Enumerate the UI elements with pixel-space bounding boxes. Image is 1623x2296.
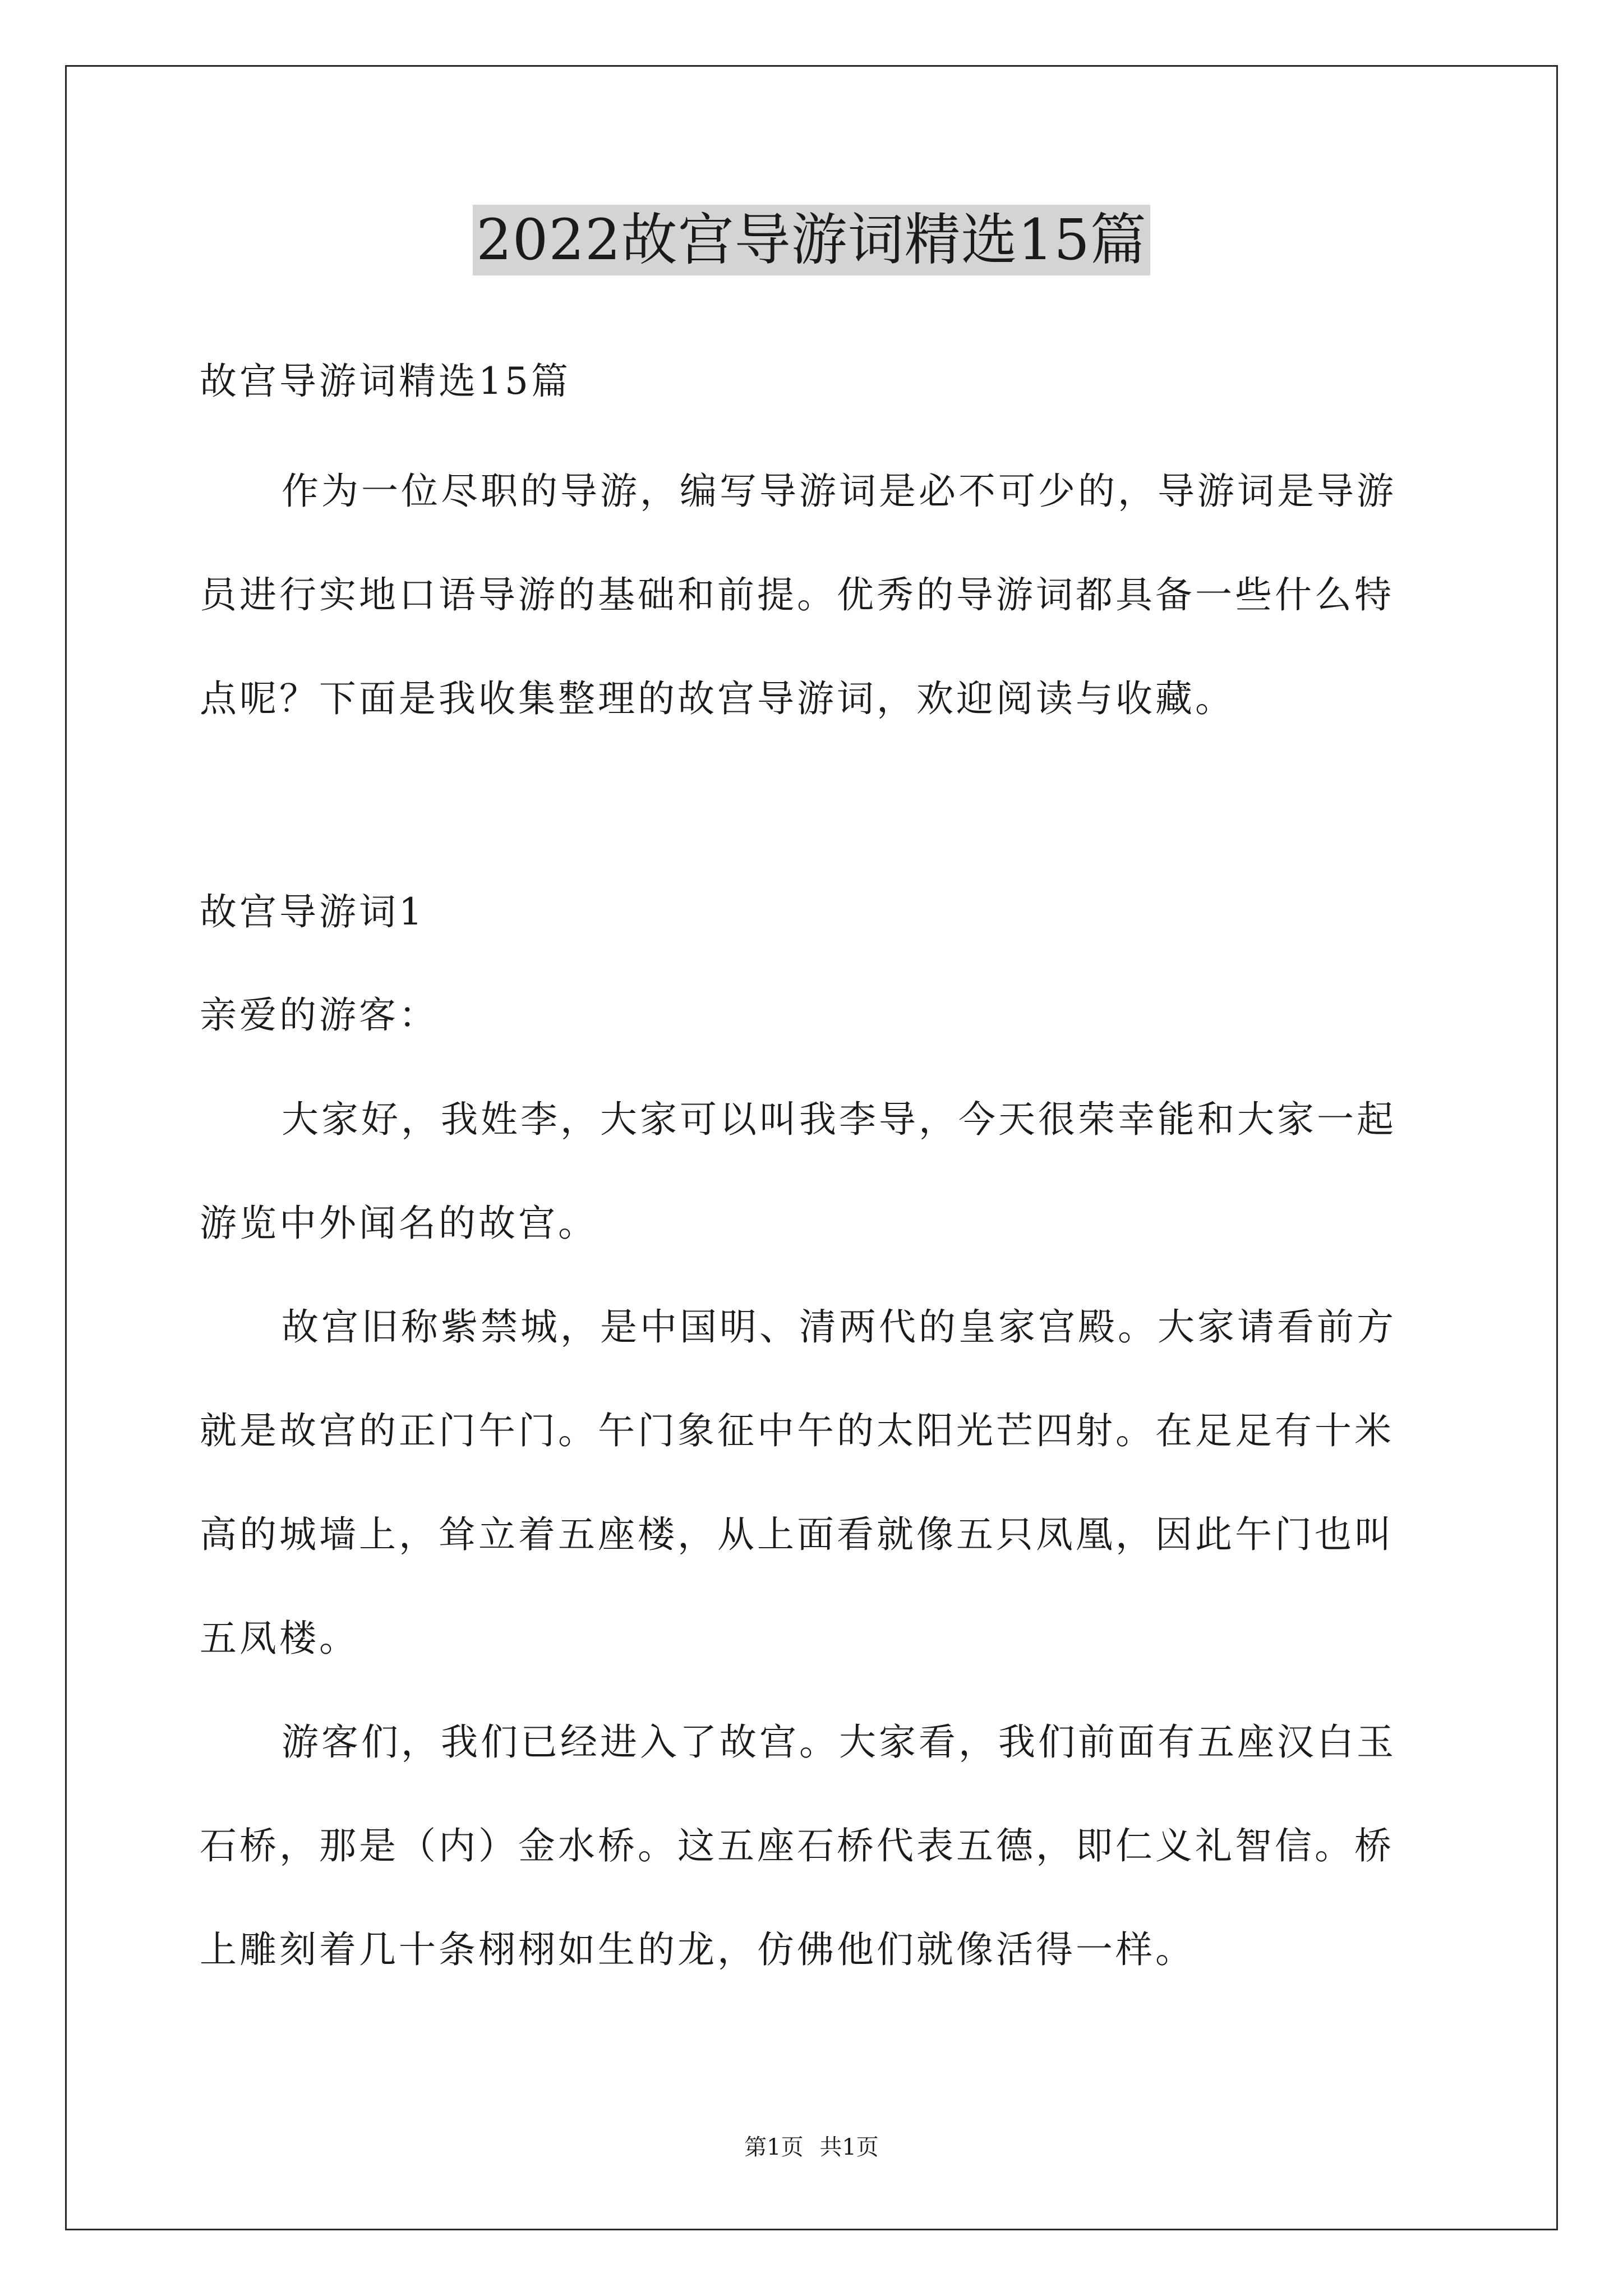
greeting: 亲爱的游客： bbox=[200, 993, 439, 1037]
page-footer bbox=[0, 2129, 1623, 2161]
para3-line-3: 上雕刻着几十条栩栩如生的龙，仿佛他们就像活得一样。 bbox=[200, 1928, 1195, 1971]
intro-line-2: 员进行实地口语导游的基础和前提。优秀的导游词都具备一些什么特 bbox=[200, 573, 1394, 616]
para2-line-1: 故宫旧称紫禁城，是中国明、清两代的皇家宫殿。大家请看前方 bbox=[282, 1305, 1396, 1349]
document-title: 2022故宫导游词精选15篇 bbox=[473, 205, 1150, 275]
section-heading: 故宫导游词1 bbox=[200, 890, 425, 933]
para2-line-3: 高的城墙上，耸立着五座楼，从上面看就像五只凤凰，因此午门也叫 bbox=[200, 1513, 1394, 1556]
page-number: 第1页 bbox=[744, 2134, 804, 2160]
subtitle: 故宫导游词精选15篇 bbox=[200, 360, 571, 403]
para3-line-2: 石桥，那是（内）金水桥。这五座石桥代表五德，即仁义礼智信。桥 bbox=[200, 1824, 1394, 1867]
para2-line-4: 五凤楼。 bbox=[200, 1617, 359, 1660]
title-container bbox=[0, 205, 1623, 275]
para2-line-2: 就是故宫的正门午门。午门象征中午的太阳光芒四射。在足足有十米 bbox=[200, 1409, 1394, 1452]
intro-line-3: 点呢？下面是我收集整理的故宫导游词，欢迎阅读与收藏。 bbox=[200, 677, 1235, 720]
para1-line-1: 大家好，我姓李，大家可以叫我李导，今天很荣幸能和大家一起 bbox=[282, 1098, 1396, 1141]
para3-line-1: 游客们，我们已经进入了故宫。大家看，我们前面有五座汉白玉 bbox=[282, 1720, 1396, 1764]
intro-line-1: 作为一位尽职的导游，编写导游词是必不可少的，导游词是导游 bbox=[282, 470, 1396, 513]
para1-line-2: 游览中外闻名的故宫。 bbox=[200, 1202, 598, 1245]
page-total: 共1页 bbox=[819, 2134, 879, 2160]
